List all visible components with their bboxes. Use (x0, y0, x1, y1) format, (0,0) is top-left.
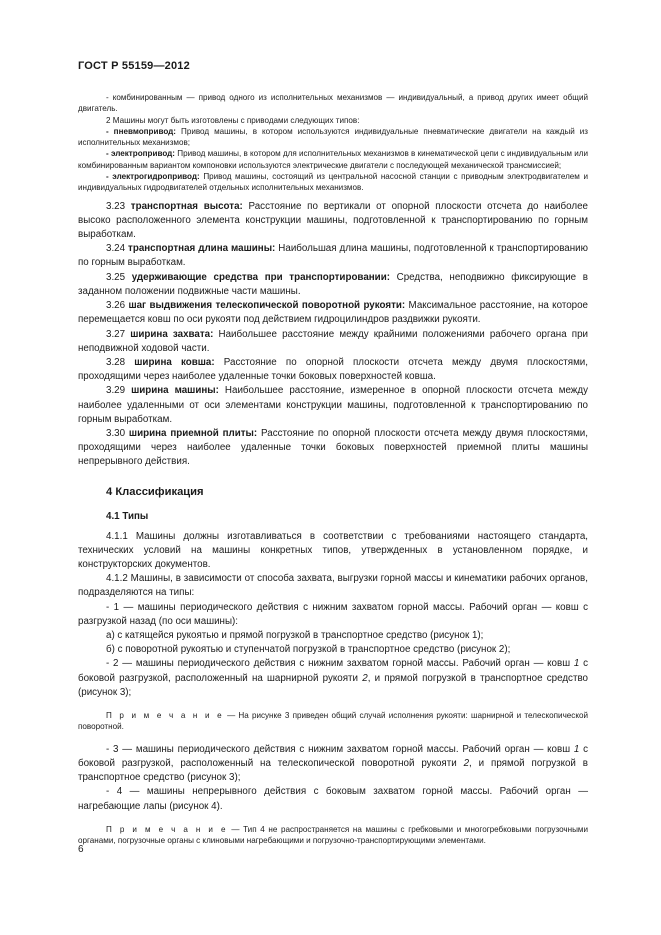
term-definition: Наибольшая длина машины, подготовленной к транспортированию по горным выработкам. (78, 243, 588, 269)
note-text: — На рисунке 3 приведен общий случай исполнения рукояти: шарнирной и телескопической поворотной. (78, 710, 588, 732)
term-entry (78, 242, 588, 270)
definition-electric-drive: Привод машины, в котором для исполнительных механизмов в кинематической цепи с индивидуальным или комбинированным вариантом компоновки используются электрические двигатели с последующей механической трансмиссией; (78, 149, 588, 170)
paragraph-4-1-2: 4.1.2 Машины, в зависимости от способа захвата, выгрузки горной массы и кинематики рабочих органов, подразделяются на типы: (78, 573, 588, 599)
type-3 (78, 743, 588, 786)
definition-pneumatic-drive: Привод машины, в котором используются индивидуальные пневматические двигатели на каждый из исполнительных механизмов; (78, 126, 589, 148)
text-run: с боковой разгрузкой, расположенный на шарнирной рукояти (78, 658, 588, 684)
text-run: , и прямой погрузкой в транспортное средство (рисунок 3); (78, 672, 588, 698)
term-name: удерживающие средства при транспортировании: (131, 271, 390, 283)
definition-electrohydraulic-drive: Привод машины, состоящий из центральной насосной станции с приводным электродвигателем и индивидуальных гидродвигателей отдельных исполнительных механизмов. (78, 172, 588, 193)
term-electric-drive: - электропривод: (106, 149, 176, 159)
term-entry (78, 299, 588, 327)
term-definition: Расстояние по опорной плоскости отсчета между двумя плоскостями, проходящими через наиболее удаленные точки боковых поверхностей ковша. (78, 356, 588, 383)
term-entry (78, 200, 588, 243)
term-number: 3.30 (106, 427, 129, 439)
term-name: ширина приемной плиты: (128, 427, 258, 439)
term-definition: Средства, неподвижно фиксирующие в заданном положении подвижные части машины. (78, 271, 588, 297)
term-definition: Максимальное расстояние, на которое перемещается ковш по оси рукояти под действием гидроцилиндров раздвижки рукояти. (78, 300, 588, 326)
paragraph-electrohydraulic-drive (78, 171, 588, 194)
term-entry (78, 427, 588, 470)
section-title: 4 Классификация (106, 485, 204, 498)
item-number: 1 (573, 743, 580, 755)
term-entry (78, 384, 588, 427)
term-number: 3.29 (106, 385, 132, 397)
note-label: П р и м е ч а н и е (106, 710, 224, 720)
term-number: 3.28 (106, 356, 135, 368)
paragraph-4-1-1: 4.1.1 Машины должны изготавливаться в соответствии с требованиями настоящего стандарта, технических условий на машины конкретных типов, утвержденных в установленном порядке, и конструкторских документов. (78, 530, 588, 570)
type-4: - 4 — машины непрерывного действия с боковым захватом горной массы. Рабочий орган — нагребающие лапы (рисунок 4). (78, 786, 588, 812)
term-entry (78, 328, 588, 356)
term-name: шаг выдвижения телескопической поворотной рукояти: (128, 300, 406, 312)
item-number: 2 (362, 672, 368, 684)
document-header: ГОСТ Р 55159—2012 (78, 60, 190, 72)
term-number: 3.24 (106, 243, 129, 255)
term-definition: Расстояние по вертикали от опорной плоскости отсчета до наиболее высоко расположенного элемента конструкции машины, подготовленной к транспортированию по горным выработкам. (78, 200, 588, 241)
term-entry (78, 356, 588, 384)
term-number: 3.26 (106, 300, 129, 312)
page-number: 6 (78, 844, 84, 855)
page-content (78, 92, 588, 847)
text-run: - 2 — машины периодического действия с нижним захватом горной массы. Рабочий орган — ковш (106, 658, 574, 670)
text-run: с боковой разгрузкой, расположенный на телескопической поворотной рукояти (78, 743, 588, 769)
term-number: 3.27 (106, 328, 131, 340)
paragraph-electric-drive (78, 148, 588, 171)
term-number: 3.25 (106, 271, 132, 283)
text-run: , и прямой погрузкой в транспортное средство (рисунок 3); (78, 757, 588, 784)
term-definition: Наибольшее расстояние, измеренное в опорной плоскости отсчета между наиболее удаленными от оси элементами конструкции машины, подготовленной к транспортированию по горным выработкам. (78, 385, 588, 425)
note-2 (78, 824, 588, 847)
term-definition: Наибольшее расстояние между крайними положениями рабочего органа при неподвижной ходовой части. (78, 328, 588, 354)
term-definition: Расстояние по опорной плоскости отсчета между двумя плоскостями, проходящими через наиболее удаленные точки боковых поверхностей приемной плиты машины непрерывного действия. (78, 427, 589, 468)
note-label: П р и м е ч а н и е (106, 824, 228, 834)
term-name: ширина машины: (131, 385, 219, 397)
type-1: - 1 — машины периодического действия с нижним захватом горной массы. Рабочий орган — ковш с разгрузкой назад (по оси машины): (78, 601, 588, 627)
term-name: транспортная длина машины: (128, 243, 276, 255)
paragraph-pneumatic-drive (78, 126, 588, 149)
type-2 (78, 657, 588, 700)
item-number: 1 (573, 658, 580, 670)
term-number: 3.23 (106, 200, 131, 212)
paragraph-combined-drive: - комбинированным — привод одного из исполнительных механизмов — индивидуальный, а привод других имеет общий двигатель. (78, 93, 588, 114)
note-text: — Тип 4 не распространяется на машины с гребковыми и многогребковыми погрузочными органами, погрузочные органы с клиновыми нагребающими и погрузочно-транспортирующими элементами. (78, 824, 588, 846)
paragraph-drive-types-intro: 2 Машины могут быть изготовлены с приводами следующих типов: (106, 115, 360, 125)
type-1b: б) с поворотной рукоятью и ступенчатой погрузкой в транспортное средство (рисунок 2); (106, 644, 511, 656)
note-1 (78, 710, 588, 733)
term-name: ширина захвата: (130, 328, 214, 340)
type-1a: а) с катящейся рукоятью и прямой погрузкой в транспортное средство (рисунок 1); (106, 629, 484, 641)
item-number: 2 (463, 757, 470, 769)
subsection-title: 4.1 Типы (106, 510, 149, 522)
term-electrohydraulic-drive: - электрогидропривод: (106, 172, 200, 182)
text-run: - 3 — машины периодического действия с нижним захватом горной массы. Рабочий орган — ковш (106, 743, 574, 755)
term-pneumatic-drive: - пневмопривод: (106, 126, 177, 136)
term-name: ширина ковша: (134, 356, 215, 368)
term-name: транспортная высота: (130, 200, 243, 212)
term-entry (78, 271, 588, 299)
